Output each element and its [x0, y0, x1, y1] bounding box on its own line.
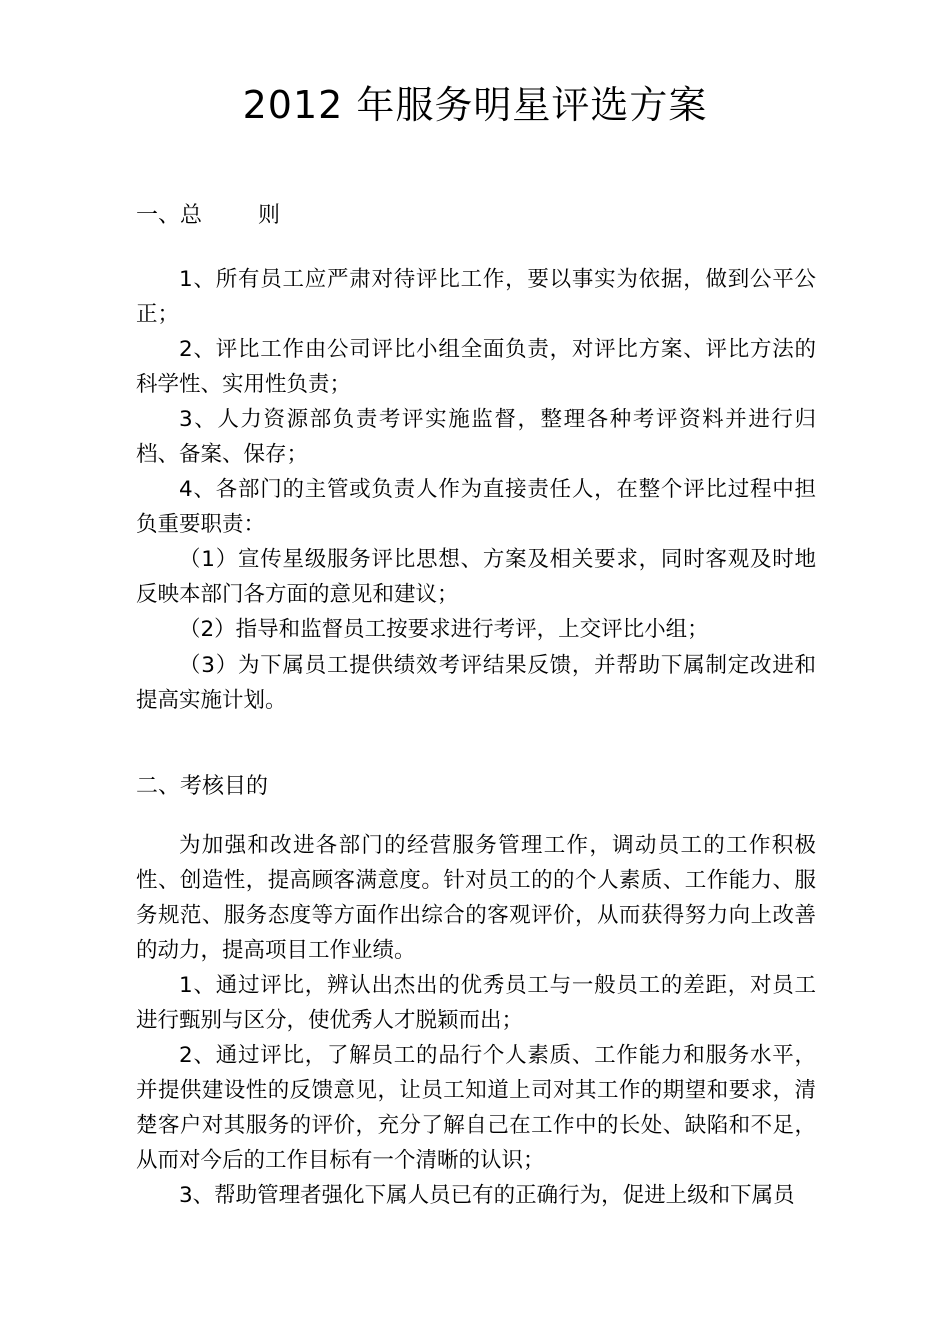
section-heading-purpose: 二、考核目的 [136, 774, 269, 799]
paragraph: 1、通过评比，辨认出杰出的优秀员工与一般员工的差距，对员工进行甄别与区分，使优秀人才脱颖而出； [136, 973, 816, 1033]
document-title: 2012 年服务明星评选方案 [242, 83, 708, 127]
paragraph: 3、帮助管理者强化下属人员已有的正确行为，促进上级和下属员 [179, 1183, 795, 1208]
paragraph: 1、所有员工应严肃对待评比工作，要以事实为依据，做到公平公正； [136, 267, 816, 327]
paragraph: （2）指导和监督员工按要求进行考评，上交评比小组； [179, 617, 709, 642]
paragraph: 2、通过评比，了解员工的品行个人素质、工作能力和服务水平，并提供建设性的反馈意见，让员工知道上司对其工作的期望和要求，清楚客户对其服务的评价，充分了解自己在工作中的长处、缺陷和不足，从而对今后的工作目标有一个清晰的认识； [136, 1043, 816, 1173]
paragraph: （1）宣传星级服务评比思想、方案及相关要求，同时客观及时地反映本部门各方面的意见和建议； [136, 547, 816, 607]
paragraph: 4、各部门的主管或负责人作为直接责任人，在整个评比过程中担负重要职责： [136, 477, 816, 537]
paragraph: （3）为下属员工提供绩效考评结果反馈，并帮助下属制定改进和提高实施计划。 [136, 653, 816, 713]
paragraph: 为加强和改进各部门的经营服务管理工作，调动员工的工作积极性、创造性，提高顾客满意度。针对员工的的个人素质、工作能力、服务规范、服务态度等方面作出综合的客观评价，从而获得努力向上改善的动力，提高项目工作业绩。 [136, 833, 816, 963]
paragraph: 2、评比工作由公司评比小组全面负责，对评比方案、评比方法的科学性、实用性负责； [136, 337, 816, 397]
paragraph: 3、人力资源部负责考评实施监督，整理各种考评资料并进行归档、备案、保存； [136, 407, 816, 467]
section-heading-general: 一、总 则 [136, 203, 280, 228]
